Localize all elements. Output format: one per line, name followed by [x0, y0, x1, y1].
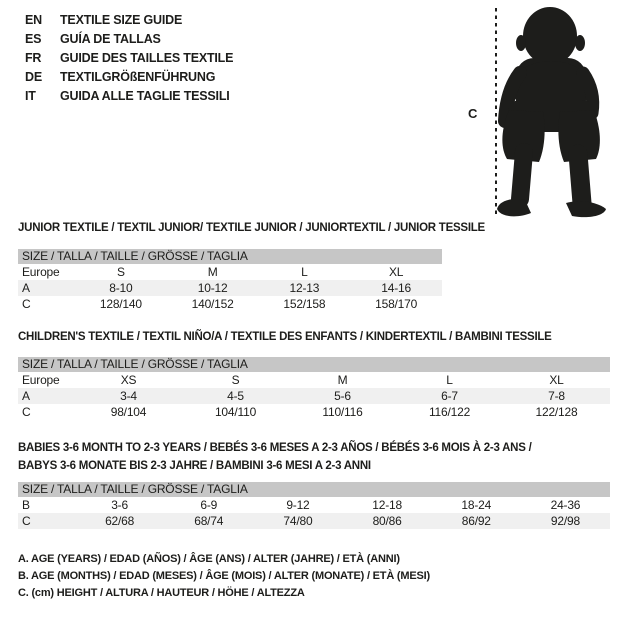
row-label: A: [22, 281, 30, 295]
height-cell: 116/122: [428, 405, 471, 419]
table-row-height: [18, 404, 610, 420]
junior-size-table: [18, 249, 442, 312]
size-cell: L: [301, 265, 308, 279]
height-cell: 152/158: [283, 297, 326, 311]
row-label: Europe: [22, 265, 60, 279]
language-code: IT: [25, 89, 36, 103]
language-title: TEXTILE SIZE GUIDE: [60, 13, 183, 27]
age-cell: 18-24: [461, 498, 492, 512]
language-code: ES: [25, 32, 42, 46]
height-measure-label: C: [468, 106, 478, 121]
height-cell: 80/86: [372, 514, 402, 528]
age-cell: 7-8: [548, 389, 565, 403]
row-label: B: [22, 498, 30, 512]
size-header-band: SIZE / TALLA / TAILLE / GRÖSSE / TAGLIA: [18, 357, 610, 372]
language-title: GUÍA DE TALLAS: [60, 32, 161, 46]
height-cell: 110/116: [322, 405, 363, 419]
size-cell: M: [207, 265, 218, 279]
height-cell: 122/128: [535, 405, 578, 419]
table-row-age: [18, 280, 442, 296]
toddler-height-figure: [460, 0, 620, 222]
row-label: C: [22, 297, 31, 311]
language-title: TEXTILGRÖßENFÜHRUNG: [60, 70, 216, 84]
babies-title-line2: BABYS 3-6 MONATE BIS 2-3 JAHRE / BAMBINI 3-6 MESI A 2-3 ANNI: [18, 459, 371, 472]
language-code: FR: [25, 51, 42, 65]
age-cell: 8-10: [109, 281, 133, 295]
footnote-height-cm: C. (cm) HEIGHT / ALTURA / HAUTEUR / HÖHE / ALTEZZA: [18, 587, 305, 599]
size-cell: M: [337, 373, 348, 387]
height-cell: 98/104: [110, 405, 147, 419]
table-row-age: [18, 388, 610, 404]
language-header: [25, 11, 233, 106]
age-cell: 12-13: [289, 281, 320, 295]
size-cell: S: [116, 265, 125, 279]
footnote-age-years: A. AGE (YEARS) / EDAD (AÑOS) / ÂGE (ANS) / ALTER (JAHRE) / ETÀ (ANNI): [18, 553, 400, 565]
language-row-it: [25, 87, 233, 106]
height-cell: 62/68: [105, 514, 135, 528]
age-cell: 10-12: [197, 281, 228, 295]
toddler-silhouette-icon: [460, 0, 620, 222]
row-label: C: [22, 405, 31, 419]
babies-table-title: [18, 440, 578, 475]
childrens-size-table: [18, 357, 610, 420]
language-row-es: [25, 30, 233, 49]
age-cell: 14-16: [381, 281, 411, 295]
table-row-height: [18, 296, 442, 312]
age-cell: 12-18: [372, 498, 402, 512]
babies-title-line1: BABIES 3-6 MONTH TO 2-3 YEARS / BEBÉS 3-6 MESES A 2-3 AÑOS / BÉBÉS 3-6 MOIS À 2-3 ANS /: [18, 442, 532, 454]
table-row-age-months: [18, 497, 610, 513]
age-cell: 3-4: [120, 389, 137, 403]
table-row-europe: [18, 372, 610, 388]
legend-footnotes: [18, 551, 430, 602]
language-code: DE: [25, 70, 42, 84]
age-cell: 4-5: [227, 389, 244, 403]
height-cell: 128/140: [99, 297, 142, 311]
language-title: GUIDA ALLE TAGLIE TESSILI: [60, 89, 230, 103]
size-cell: L: [446, 373, 453, 387]
size-cell: XS: [120, 373, 137, 387]
age-cell: 3-6: [111, 498, 128, 512]
age-cell: 24-36: [550, 498, 581, 512]
language-row-en: [25, 11, 233, 30]
age-cell: 9-12: [286, 498, 310, 512]
row-label: A: [22, 389, 30, 403]
height-cell: 68/74: [194, 514, 224, 528]
row-label: C: [22, 514, 31, 528]
height-cell: 92/98: [550, 514, 580, 528]
table-row-europe: [18, 264, 442, 280]
height-cell: 158/170: [375, 297, 418, 311]
size-cell: S: [231, 373, 240, 387]
table-row-height: [18, 513, 610, 529]
size-header-band: SIZE / TALLA / TAILLE / GRÖSSE / TAGLIA: [18, 482, 610, 497]
age-cell: 6-7: [441, 389, 458, 403]
childrens-table-title: CHILDREN'S TEXTILE / TEXTIL NIÑO/A / TEXTILE DES ENFANTS / KINDERTEXTIL / BAMBINI TESSILE: [18, 331, 552, 343]
footnote-age-months: B. AGE (MONTHS) / EDAD (MESES) / ÂGE (MOIS) / ALTER (MONATE) / ETÀ (MESI): [18, 570, 430, 582]
height-cell: 140/152: [191, 297, 234, 311]
height-cell: 104/110: [214, 405, 257, 419]
language-row-de: [25, 68, 233, 87]
junior-table-title: JUNIOR TEXTILE / TEXTIL JUNIOR/ TEXTILE JUNIOR / JUNIORTEXTIL / JUNIOR TESSILE: [18, 222, 485, 234]
size-cell: XL: [549, 373, 564, 387]
size-cell: XL: [388, 265, 404, 279]
age-cell: 6-9: [200, 498, 218, 512]
row-label: Europe: [22, 373, 60, 387]
age-cell: 5-6: [334, 389, 351, 403]
babies-size-table: [18, 482, 610, 529]
size-header-band: SIZE / TALLA / TAILLE / GRÖSSE / TAGLIA: [18, 249, 442, 264]
height-cell: 74/80: [283, 514, 313, 528]
language-row-fr: [25, 49, 233, 68]
language-title: GUIDE DES TAILLES TEXTILE: [60, 51, 234, 65]
height-cell: 86/92: [461, 514, 491, 528]
language-code: EN: [25, 13, 42, 27]
